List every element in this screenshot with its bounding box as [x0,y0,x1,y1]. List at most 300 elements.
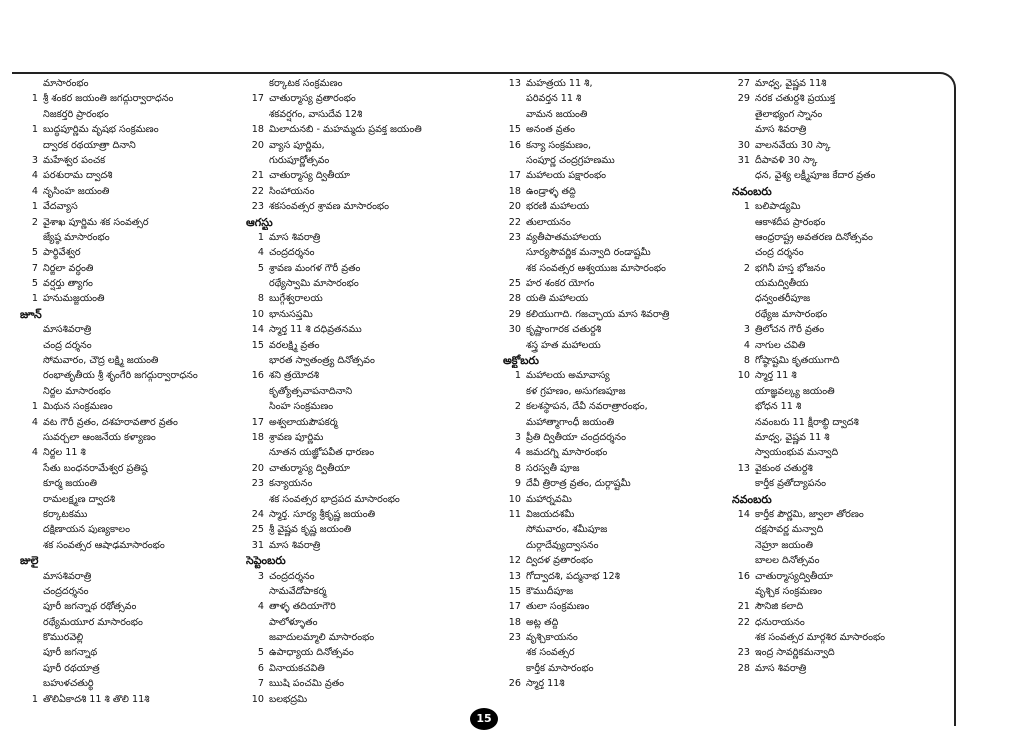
calendar-entry [732,569,962,584]
entry-date: 18 [251,124,264,136]
entry-date: 15 [251,339,264,351]
entry-text: సేతు బంధనరామేశ్వర ప్రతిష్ఠ [43,462,148,474]
entry-text: సౌనిజి కలాది [755,601,804,613]
entry-date: 4 [31,170,38,182]
calendar-entry [20,122,250,137]
month-heading [732,492,962,507]
entry-date: 29 [737,93,750,105]
month-name: నవంబరు [732,492,772,506]
calendar-entry [20,399,250,414]
calendar-entry [503,522,733,537]
calendar-entry [20,76,250,91]
entry-date [20,584,43,599]
entry-date: 4 [257,247,264,259]
entry-text: హనుమజ్జయంతి [43,293,105,305]
entry-date: 15 [508,124,521,136]
calendar-entry [503,107,733,122]
calendar-entry [732,553,962,568]
calendar-entry [732,91,962,106]
entry-date [732,291,755,306]
calendar-entry [732,415,962,430]
calendar-entry [20,569,250,584]
entry-date: 20 [508,201,521,213]
entry-date: 21 [737,601,750,613]
month-name: ఆగస్టు [246,215,273,229]
entry-text: గోష్ఠాష్టమి కృతయుగాది [755,355,840,367]
entry-date [20,138,43,153]
entry-text: మాసశివరాత్రి [43,324,92,336]
page-number-badge: 15 [470,708,498,730]
entry-date [20,338,43,353]
calendar-entry [732,399,962,414]
entry-text: చాతుర్మాస్య వ్రతారంభం [269,93,356,105]
entry-date: 1 [31,93,38,105]
entry-date: 28 [508,293,521,305]
entry-text: మహార్నవమి [526,493,572,505]
calendar-entry [503,122,733,137]
entry-text: శ్రావణ పూర్ణిమ [269,431,324,443]
calendar-entry [246,230,476,245]
entry-date: 5 [31,278,38,290]
entry-text: చంద్ర దర్శనం [755,247,804,259]
entry-text: ఇంద్ర సావర్ణికమన్వాది [755,647,835,659]
entry-text: కన్యా సంక్రమణం, [526,139,592,151]
entry-date: 17 [508,601,521,613]
calendar-entry [246,261,476,276]
calendar-entry [732,215,962,230]
entry-date [732,107,755,122]
entry-text: ప్రీతి ద్వితీయా చంద్రదర్శనం [526,431,626,443]
calendar-entry [503,492,733,507]
entry-date: 17 [251,93,264,105]
calendar-entry [246,445,476,460]
entry-date [246,353,269,368]
entry-date: 4 [31,185,38,197]
entry-text: కార్తీక మాసారంభం [526,662,594,674]
entry-date: 31 [737,154,750,166]
calendar-entry [20,676,250,691]
entry-date: 3 [743,324,750,336]
entry-date [20,461,43,476]
calendar-entry [246,476,476,491]
entry-date: 3 [514,431,521,443]
calendar-entry [732,107,962,122]
entry-text: చంద్రదర్శనం [43,585,89,597]
entry-text: వాలనవేయ 30 స్కా [755,139,831,151]
entry-text: అనంత వ్రతం [526,124,575,136]
calendar-entry [732,476,962,491]
entry-date: 17 [508,170,521,182]
entry-text: యాజ్ఞవల్క్య జయంతి [755,385,835,397]
calendar-entry [503,291,733,306]
calendar-entry [20,522,250,537]
calendar-entry [503,307,733,322]
entry-text: మాస శివరాత్రి [755,124,807,136]
entry-text: మాసశివరాత్రి [43,570,92,582]
entry-text: కూర్మ జయంతి [43,478,98,490]
month-heading [20,307,250,322]
entry-date: 14 [251,324,264,336]
entry-date: 4 [31,416,38,428]
entry-text: నవంబరు 11 క్షీరాబ్ధి ద్వాదశి [755,416,859,428]
entry-text: చాతుర్మాస్యద్వితీయా [755,570,833,582]
calendar-entry [732,507,962,522]
entry-text: అట్ల తద్ది [526,616,559,628]
entry-date [20,645,43,660]
calendar-entry [20,107,250,122]
calendar-entry [732,461,962,476]
calendar-entry [503,215,733,230]
entry-text: విజయదశమీ [526,508,575,520]
entry-date [20,507,43,522]
calendar-entry [503,538,733,553]
calendar-entry [732,661,962,676]
entry-text: పరివర్తన 11 శి [526,93,582,105]
entry-text: కర్కాటకము [43,508,88,520]
entry-date [20,676,43,691]
entry-date [20,384,43,399]
calendar-entry [246,322,476,337]
entry-date: 11 [508,508,521,520]
calendar-entry [20,291,250,306]
entry-text: వేదవ్యాస [43,201,78,213]
month-name: నవంబరు [732,184,772,198]
entry-date: 5 [257,647,264,659]
entry-text: పార్థివేశ్వర [43,247,81,259]
calendar-entry [246,199,476,214]
entry-text: స్మార్త 11 శి [755,370,797,382]
calendar-entry [503,168,733,183]
entry-text: బలభద్రమి [269,693,308,705]
entry-text: జమదగ్ని మాసారంభం [526,447,608,459]
entry-date: 2 [514,401,521,413]
entry-date: 5 [31,247,38,259]
entry-date [20,599,43,614]
calendar-entry [20,630,250,645]
entry-text: స్మార్త 11 శి దధివ్రతనము [269,324,362,336]
entry-date: 12 [508,555,521,567]
calendar-entry [732,538,962,553]
entry-date: 24 [251,508,264,520]
calendar-entry [503,615,733,630]
entry-text: శని త్రయోదశి [269,370,319,382]
entry-text: పూరీ జగన్నాథ రథోత్సవం [43,601,137,613]
entry-date [732,245,755,260]
entry-text: వైకుంఠ చతుర్దశి [755,462,813,474]
entry-date [732,168,755,183]
entry-date: 1 [31,293,38,305]
entry-date [20,569,43,584]
calendar-entry [246,569,476,584]
calendar-entry [732,199,962,214]
calendar-entry [503,553,733,568]
entry-text: మహాత్మాగాంధీ జయంతి [526,416,615,428]
entry-text: నాగుల చవితి [755,339,806,351]
calendar-entry [246,538,476,553]
entry-date: 8 [514,462,521,474]
calendar-entry [20,415,250,430]
calendar-entry [732,630,962,645]
entry-text: రథ్యేస్వామి మాసారంభం [269,278,359,290]
entry-text: కలియుగాది. గజచ్ఛాయ మాస శివరాత్రి [526,308,670,320]
entry-date: 23 [251,478,264,490]
entry-date [503,338,526,353]
calendar-entry [246,368,476,383]
entry-date [20,430,43,445]
entry-date [246,399,269,414]
entry-text: యమద్వితీయ [755,278,809,290]
entry-text: సంపూర్ణ చంద్రగ్రహణము [526,154,615,166]
entry-text: మహత్రయ 11 శి, [526,78,593,89]
entry-text: తులాయనం [526,216,571,228]
calendar-entry [732,584,962,599]
entry-date: 26 [508,678,521,690]
calendar-entry [503,584,733,599]
calendar-entry [20,492,250,507]
calendar-entry [20,338,250,353]
entry-text: సింహ సంక్రమణం [269,401,334,413]
entry-date: 14 [737,508,750,520]
calendar-entry [246,692,476,707]
calendar-entry [503,91,733,106]
entry-text: శక సంవత్సర [526,647,575,659]
entry-text: చంద్రదర్శనం [269,570,315,582]
entry-date: 4 [514,447,521,459]
calendar-entry [20,184,250,199]
entry-text: దీపావళి 30 స్కా [755,154,818,166]
entry-text: కృష్ణాంగారక చతుర్దశి [526,324,602,336]
calendar-entry [246,492,476,507]
column-3 [503,76,733,692]
entry-date [503,538,526,553]
entry-text: శ్రీ వైష్ణవ కృష్ణ జయంతి [269,524,352,536]
entry-text: ఋషి పంచమి వ్రతం [269,678,345,690]
calendar-entry [20,322,250,337]
entry-date [20,522,43,537]
calendar-entry [246,107,476,122]
entry-text: ద్వారక రథయాత్రా దినాని [43,139,136,151]
entry-date: 4 [743,339,750,351]
calendar-entry [732,645,962,660]
entry-text: నిర్జలా వర్ధంతి [43,262,94,274]
month-name: సెప్టెంబరు [246,554,286,568]
calendar-entry [503,599,733,614]
entry-date: 23 [508,632,521,644]
entry-date [732,215,755,230]
entry-date [732,445,755,460]
entry-date [732,399,755,414]
entry-text: శకసంవత్సర శ్రావణ మాసారంభం [269,201,389,213]
entry-date: 29 [508,308,521,320]
calendar-entry [732,599,962,614]
entry-date [732,415,755,430]
calendar-entry [246,245,476,260]
entry-date: 23 [737,647,750,659]
entry-date [246,492,269,507]
column-2 [246,76,476,707]
entry-date [503,384,526,399]
entry-date [732,476,755,491]
calendar-entry [20,461,250,476]
entry-date: 31 [251,539,264,551]
calendar-entry [503,384,733,399]
entry-date [732,538,755,553]
entry-text: ఉపాధ్యాయ దినోత్సవం [269,647,354,659]
entry-text: మాసారంభం [43,78,89,89]
entry-text: స్వాయంభువ మన్వాది [755,447,839,459]
entry-text: శ్రీ శంకర జయంతి జగద్గుర్వారాధనం [43,93,174,105]
entry-text: నిర్జల మాసారంభం [43,385,111,397]
calendar-entry [246,522,476,537]
entry-text: సోమవారం, చౌద్ర లక్ష్మి జయంతి [43,355,159,367]
entry-text: గోద్వాదశి, పద్మనాభ 12శి [526,570,620,582]
entry-date [503,261,526,276]
entry-text: ధన, వైశ్య లక్ష్మీపూజ కేదార వ్రతం [755,170,876,182]
entry-text: దక్షిణాయన పుణ్యకాలం [43,524,130,536]
entry-text: సోమవారం, శమీపూజ [526,524,608,536]
calendar-entry [732,522,962,537]
entry-date: 2 [31,216,38,228]
entry-date [20,661,43,676]
month-heading [503,353,733,368]
entry-text: పూరీ రథయాత్ర [43,662,100,674]
calendar-entry [20,215,250,230]
entry-date: 3 [257,570,264,582]
entry-date: 10 [251,693,264,705]
calendar-entry [503,184,733,199]
entry-text: బాలల దినోత్సవం [755,555,820,567]
entry-text: కార్తీక వ్రతోద్యాపనం [755,478,827,490]
calendar-entry [246,630,476,645]
calendar-entry [732,307,962,322]
entry-text: రంభాతృతీయ శ్రీ శృంగేరి జగద్గుర్వారాధనం [43,370,198,382]
entry-date: 16 [508,139,521,151]
entry-text: రథ్యేమయూర మాసారంభం [43,616,143,628]
entry-text: చాతుర్మాస్య ద్వితీయా [269,462,350,474]
entry-date [246,153,269,168]
calendar-entry [20,507,250,522]
calendar-entry [246,645,476,660]
calendar-entry [246,384,476,399]
calendar-entry [732,430,962,445]
month-name: అక్టోబరు [503,354,539,368]
calendar-entry [732,368,962,383]
entry-date [20,492,43,507]
entry-text: భగినీ హస్త భోజనం [755,262,826,274]
entry-date [20,230,43,245]
calendar-entry [20,615,250,630]
calendar-entry [20,584,250,599]
calendar-entry [20,476,250,491]
entry-date: 30 [737,139,750,151]
entry-text: సామవేదోపాకర్మ [269,585,327,597]
entry-text: నెహ్రూ జయంతి [755,539,814,551]
calendar-entry [246,76,476,91]
entry-text: హర శంకర యోగం [526,278,595,290]
entry-date: 3 [31,154,38,166]
entry-text: భోధన 11 శి [755,401,802,413]
calendar-entry [503,199,733,214]
entry-date: 20 [251,462,264,474]
calendar-entry [20,245,250,260]
calendar-entry [732,291,962,306]
entry-text: ధనురాయనం [755,616,805,628]
calendar-entry [246,676,476,691]
calendar-entry [20,368,250,383]
calendar-entry [246,661,476,676]
entry-text: బలిపాడ్యమి [755,201,801,213]
entry-text: చంద్ర దర్శనం [43,339,92,351]
entry-date: 10 [251,308,264,320]
calendar-entry [246,430,476,445]
calendar-entry [246,307,476,322]
entry-text: చాతుర్మాస్య ద్వితీయా [269,170,350,182]
entry-date: 7 [257,678,264,690]
entry-text: భానుసప్తమి [269,308,313,320]
entry-date: 10 [508,493,521,505]
entry-date: 18 [508,616,521,628]
entry-date: 8 [743,355,750,367]
entry-text: శస్త్ర హత మహాలయ [526,339,601,351]
calendar-entry [20,168,250,183]
entry-date: 28 [737,662,750,674]
entry-text: కొమురవెల్లి [43,632,84,644]
calendar-entry [732,122,962,137]
entry-text: తైలాభ్యంగ స్నానం [755,108,823,120]
entry-date [732,230,755,245]
entry-date: 13 [508,78,521,89]
entry-text: నూతన యజ్ఞోపవీత ధారణం [269,447,375,459]
calendar-entry [503,430,733,445]
entry-date: 2 [743,262,750,274]
calendar-entry [20,384,250,399]
entry-date: 10 [737,370,750,382]
entry-date [20,476,43,491]
month-heading [20,553,250,568]
calendar-entry [503,415,733,430]
entry-date: 22 [737,616,750,628]
calendar-entry [503,476,733,491]
entry-date: 22 [508,216,521,228]
calendar-entry [20,599,250,614]
entry-text: నిర్జల 11 శి [43,447,86,459]
entry-text: కృత్యోత్సవాపనాదినాని [269,385,353,397]
entry-date [20,630,43,645]
entry-text: శకవర్షగం, వాసుదేవ 12శి [269,108,363,120]
calendar-entry [503,76,733,91]
entry-date [246,276,269,291]
calendar-entry [246,584,476,599]
calendar-entry [732,615,962,630]
calendar-entry [246,338,476,353]
column-1 [20,76,250,707]
calendar-entry [246,461,476,476]
entry-text: జవాదులమ్మాలి మాసారంభం [269,632,375,644]
calendar-entry [503,153,733,168]
calendar-entry [732,245,962,260]
entry-date [732,307,755,322]
entry-date [246,630,269,645]
entry-text: పరశురామ ద్వాదశి [43,170,113,182]
entry-date [20,368,43,383]
entry-text: మిలాదునబి - మహమ్మదు ప్రవక్త జయంతి [269,124,422,136]
entry-date [20,538,43,553]
entry-date [503,245,526,260]
entry-date: 27 [737,78,750,89]
entry-date: 13 [737,462,750,474]
entry-date: 1 [31,401,38,413]
entry-text: వ్యతీపాతమహాలయ [526,231,602,243]
